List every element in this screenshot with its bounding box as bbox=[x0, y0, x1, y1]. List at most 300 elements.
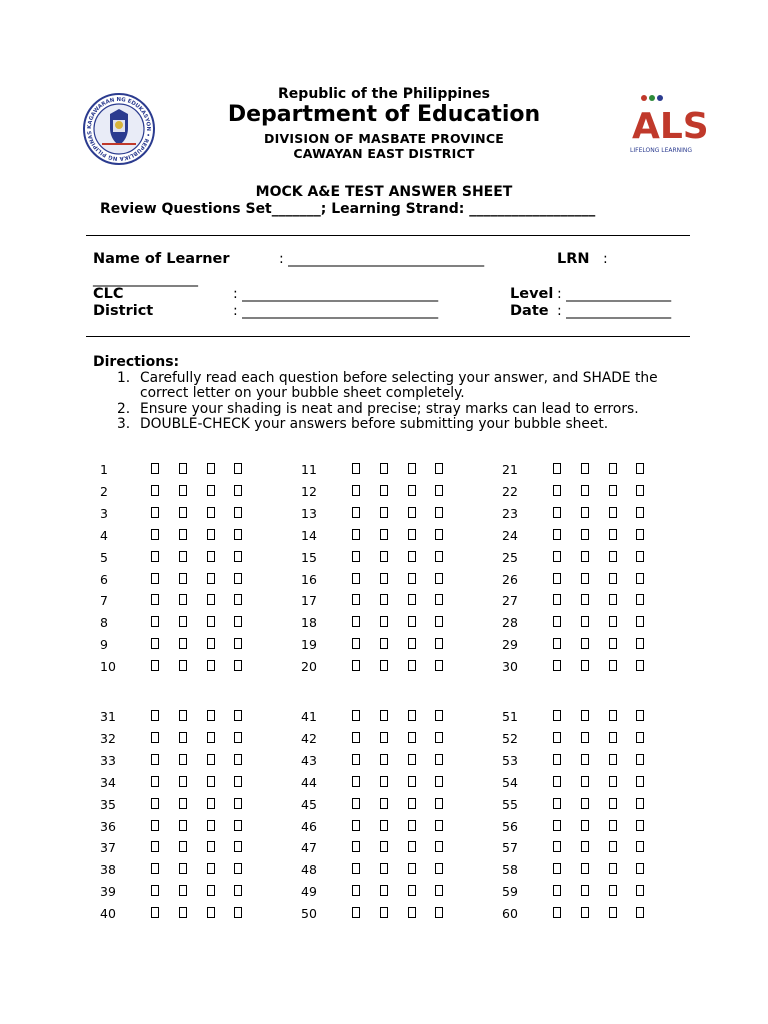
answer-bubble[interactable] bbox=[553, 485, 561, 496]
answer-bubble[interactable] bbox=[581, 885, 589, 896]
question-number: 55 bbox=[502, 796, 518, 812]
question-number: 26 bbox=[502, 571, 518, 587]
answer-bubble[interactable] bbox=[234, 638, 242, 649]
answer-bubble[interactable] bbox=[151, 485, 159, 496]
answer-bubble[interactable] bbox=[151, 754, 159, 765]
answer-bubble[interactable] bbox=[151, 551, 159, 562]
lrn-colon: : bbox=[603, 251, 608, 267]
question-number: 40 bbox=[100, 906, 116, 922]
answer-bubble[interactable] bbox=[609, 710, 617, 721]
question-number: 25 bbox=[502, 549, 518, 565]
answer-bubble[interactable] bbox=[179, 594, 187, 605]
answer-bubble[interactable] bbox=[553, 776, 561, 787]
answer-bubble[interactable] bbox=[380, 710, 388, 721]
answer-bubble[interactable] bbox=[435, 507, 443, 518]
answer-bubble[interactable] bbox=[435, 863, 443, 874]
question-number: 43 bbox=[301, 752, 317, 768]
answer-bubble[interactable] bbox=[636, 841, 644, 852]
answer-bubble[interactable] bbox=[179, 507, 187, 518]
question-number: 44 bbox=[301, 774, 317, 790]
district-field[interactable]: : ____________________________ bbox=[233, 303, 439, 319]
answer-bubble[interactable] bbox=[179, 863, 187, 874]
answer-bubble[interactable] bbox=[151, 594, 159, 605]
answer-bubble[interactable] bbox=[435, 529, 443, 540]
question-number: 57 bbox=[502, 840, 518, 856]
answer-bubble[interactable] bbox=[234, 660, 242, 671]
answer-bubble[interactable] bbox=[179, 754, 187, 765]
answer-bubble[interactable] bbox=[207, 573, 215, 584]
answer-bubble[interactable] bbox=[207, 907, 215, 918]
answer-bubble[interactable] bbox=[581, 485, 589, 496]
answer-bubble[interactable] bbox=[380, 732, 388, 743]
answer-bubble[interactable] bbox=[636, 507, 644, 518]
direction-2-line-1: Ensure your shading is neat and precise; stray marks can lead to errors. bbox=[140, 401, 639, 417]
answer-bubble[interactable] bbox=[553, 638, 561, 649]
answer-bubble[interactable] bbox=[234, 841, 242, 852]
answer-bubble[interactable] bbox=[234, 732, 242, 743]
answer-bubble[interactable] bbox=[207, 463, 215, 474]
answer-bubble[interactable] bbox=[151, 529, 159, 540]
answer-bubble[interactable] bbox=[636, 529, 644, 540]
answer-bubble[interactable] bbox=[151, 573, 159, 584]
answer-bubble[interactable] bbox=[179, 907, 187, 918]
answer-bubble[interactable] bbox=[408, 551, 416, 562]
answer-bubble[interactable] bbox=[636, 710, 644, 721]
answer-bubble[interactable] bbox=[234, 820, 242, 831]
name-of-learner-field[interactable]: : ____________________________ bbox=[279, 251, 485, 267]
answer-bubble[interactable] bbox=[380, 776, 388, 787]
answer-bubble[interactable] bbox=[408, 660, 416, 671]
answer-bubble[interactable] bbox=[636, 660, 644, 671]
answer-bubble[interactable] bbox=[234, 485, 242, 496]
answer-bubble[interactable] bbox=[207, 754, 215, 765]
answer-bubble[interactable] bbox=[408, 463, 416, 474]
answer-bubble[interactable] bbox=[179, 485, 187, 496]
answer-bubble[interactable] bbox=[408, 616, 416, 627]
republic-heading: Republic of the Philippines bbox=[278, 86, 490, 102]
question-number: 11 bbox=[301, 462, 317, 477]
question-number: 60 bbox=[502, 906, 518, 922]
answer-bubble[interactable] bbox=[207, 529, 215, 540]
answer-bubble[interactable] bbox=[435, 820, 443, 831]
direction-3-line-1: DOUBLE-CHECK your answers before submitting your bubble sheet. bbox=[140, 416, 609, 432]
answer-bubble[interactable] bbox=[352, 660, 360, 671]
answer-bubble[interactable] bbox=[408, 863, 416, 874]
answer-bubble[interactable] bbox=[234, 463, 242, 474]
question-number: 29 bbox=[502, 637, 518, 653]
answer-bubble[interactable] bbox=[352, 710, 360, 721]
question-number: 56 bbox=[502, 818, 518, 834]
answer-bubble[interactable] bbox=[408, 638, 416, 649]
answer-bubble[interactable] bbox=[151, 638, 159, 649]
answer-bubble[interactable] bbox=[352, 732, 360, 743]
answer-bubble[interactable] bbox=[581, 863, 589, 874]
answer-bubble[interactable] bbox=[636, 907, 644, 918]
answer-bubble[interactable] bbox=[234, 776, 242, 787]
department-heading: Department of Education bbox=[227, 102, 541, 127]
answer-bubble[interactable] bbox=[609, 485, 617, 496]
answer-bubble[interactable] bbox=[179, 776, 187, 787]
answer-bubble[interactable] bbox=[636, 732, 644, 743]
answer-bubble[interactable] bbox=[352, 754, 360, 765]
answer-bubble[interactable] bbox=[581, 594, 589, 605]
answer-bubble[interactable] bbox=[553, 885, 561, 896]
answer-bubble[interactable] bbox=[636, 616, 644, 627]
answer-bubble[interactable] bbox=[380, 863, 388, 874]
answer-bubble[interactable] bbox=[636, 885, 644, 896]
answer-bubble[interactable] bbox=[234, 616, 242, 627]
question-number: 3 bbox=[100, 505, 108, 521]
answer-bubble[interactable] bbox=[553, 551, 561, 562]
question-number: 13 bbox=[301, 505, 317, 521]
question-number: 50 bbox=[301, 906, 317, 922]
answer-bubble[interactable] bbox=[234, 798, 242, 809]
question-number: 21 bbox=[502, 462, 518, 477]
answer-bubble[interactable] bbox=[352, 863, 360, 874]
answer-bubble[interactable] bbox=[581, 754, 589, 765]
answer-bubble[interactable] bbox=[435, 594, 443, 605]
answer-bubble[interactable] bbox=[435, 907, 443, 918]
answer-bubble[interactable] bbox=[380, 798, 388, 809]
answer-bubble[interactable] bbox=[581, 798, 589, 809]
answer-bubble[interactable] bbox=[151, 463, 159, 474]
answer-bubble[interactable] bbox=[408, 754, 416, 765]
question-number: 37 bbox=[100, 840, 116, 856]
answer-bubble[interactable] bbox=[581, 776, 589, 787]
question-number: 32 bbox=[100, 730, 116, 746]
answer-bubble[interactable] bbox=[609, 529, 617, 540]
answer-bubble[interactable] bbox=[151, 907, 159, 918]
answer-bubble[interactable] bbox=[553, 660, 561, 671]
answer-bubble[interactable] bbox=[207, 660, 215, 671]
answer-bubble[interactable] bbox=[581, 660, 589, 671]
answer-bubble[interactable] bbox=[408, 573, 416, 584]
directions-title: Directions: bbox=[93, 354, 180, 370]
answer-bubble[interactable] bbox=[179, 820, 187, 831]
answer-bubble[interactable] bbox=[435, 660, 443, 671]
question-number: 33 bbox=[100, 752, 116, 768]
answer-bubble[interactable] bbox=[352, 507, 360, 518]
answer-bubble[interactable] bbox=[609, 754, 617, 765]
answer-bubble[interactable] bbox=[207, 594, 215, 605]
question-number: 47 bbox=[301, 840, 317, 856]
answer-bubble[interactable] bbox=[609, 573, 617, 584]
answer-bubble[interactable] bbox=[609, 885, 617, 896]
answer-bubble[interactable] bbox=[151, 776, 159, 787]
answer-bubble[interactable] bbox=[207, 710, 215, 721]
answer-bubble[interactable] bbox=[207, 820, 215, 831]
answer-bubble[interactable] bbox=[234, 885, 242, 896]
answer-bubble[interactable] bbox=[207, 841, 215, 852]
answer-bubble[interactable] bbox=[408, 710, 416, 721]
answer-bubble[interactable] bbox=[609, 732, 617, 743]
answer-bubble[interactable] bbox=[380, 754, 388, 765]
answer-bubble[interactable] bbox=[380, 907, 388, 918]
answer-bubble[interactable] bbox=[609, 907, 617, 918]
answer-bubble[interactable] bbox=[636, 754, 644, 765]
answer-bubble[interactable] bbox=[408, 907, 416, 918]
question-number: 34 bbox=[100, 774, 116, 790]
answer-bubble[interactable] bbox=[151, 616, 159, 627]
answer-bubble[interactable] bbox=[435, 616, 443, 627]
answer-bubble[interactable] bbox=[234, 573, 242, 584]
answer-bubble[interactable] bbox=[553, 463, 561, 474]
answer-bubble[interactable] bbox=[636, 798, 644, 809]
answer-bubble[interactable] bbox=[352, 841, 360, 852]
answer-bubble[interactable] bbox=[380, 507, 388, 518]
answer-bubble[interactable] bbox=[151, 820, 159, 831]
sheet-title: MOCK A&E TEST ANSWER SHEET bbox=[255, 184, 513, 200]
answer-bubble[interactable] bbox=[636, 776, 644, 787]
answer-bubble[interactable] bbox=[408, 885, 416, 896]
answer-bubble[interactable] bbox=[151, 841, 159, 852]
answer-bubble[interactable] bbox=[553, 594, 561, 605]
question-number: 12 bbox=[301, 483, 317, 499]
answer-bubble[interactable] bbox=[380, 660, 388, 671]
answer-bubble[interactable] bbox=[609, 798, 617, 809]
answer-bubble[interactable] bbox=[179, 732, 187, 743]
answer-bubble[interactable] bbox=[352, 638, 360, 649]
answer-bubble[interactable] bbox=[553, 863, 561, 874]
answer-bubble[interactable] bbox=[553, 710, 561, 721]
question-number: 2 bbox=[100, 483, 108, 499]
answer-bubble[interactable] bbox=[636, 594, 644, 605]
lrn-field[interactable]: _______________ bbox=[93, 271, 198, 287]
answer-bubble[interactable] bbox=[352, 485, 360, 496]
answer-bubble[interactable] bbox=[553, 529, 561, 540]
answer-bubble[interactable] bbox=[207, 485, 215, 496]
answer-bubble[interactable] bbox=[207, 551, 215, 562]
question-number: 45 bbox=[301, 796, 317, 812]
answer-bubble[interactable] bbox=[234, 863, 242, 874]
answer-bubble[interactable] bbox=[435, 638, 443, 649]
question-number: 17 bbox=[301, 593, 317, 609]
answer-bubble[interactable] bbox=[435, 798, 443, 809]
answer-bubble[interactable] bbox=[151, 710, 159, 721]
answer-bubble[interactable] bbox=[234, 710, 242, 721]
answer-bubble[interactable] bbox=[352, 529, 360, 540]
answer-bubble[interactable] bbox=[408, 820, 416, 831]
answer-bubble[interactable] bbox=[581, 638, 589, 649]
answer-bubble[interactable] bbox=[636, 485, 644, 496]
answer-bubble[interactable] bbox=[609, 660, 617, 671]
answer-bubble[interactable] bbox=[179, 710, 187, 721]
answer-bubble[interactable] bbox=[179, 798, 187, 809]
answer-bubble[interactable] bbox=[207, 885, 215, 896]
answer-bubble[interactable] bbox=[207, 863, 215, 874]
answer-bubble[interactable] bbox=[408, 485, 416, 496]
answer-bubble[interactable] bbox=[609, 551, 617, 562]
answer-bubble[interactable] bbox=[581, 710, 589, 721]
answer-bubble[interactable] bbox=[207, 776, 215, 787]
level-field[interactable]: : _______________ bbox=[557, 286, 672, 302]
answer-bubble[interactable] bbox=[207, 732, 215, 743]
answer-bubble[interactable] bbox=[609, 863, 617, 874]
answer-bubble[interactable] bbox=[380, 463, 388, 474]
answer-bubble[interactable] bbox=[581, 507, 589, 518]
answer-bubble[interactable] bbox=[179, 529, 187, 540]
answer-bubble[interactable] bbox=[380, 529, 388, 540]
answer-bubble[interactable] bbox=[179, 463, 187, 474]
answer-bubble[interactable] bbox=[380, 638, 388, 649]
answer-bubble[interactable] bbox=[553, 841, 561, 852]
answer-bubble[interactable] bbox=[581, 820, 589, 831]
answer-bubble[interactable] bbox=[207, 616, 215, 627]
answer-bubble[interactable] bbox=[408, 529, 416, 540]
date-field[interactable]: : _______________ bbox=[557, 303, 672, 319]
question-number: 31 bbox=[100, 709, 116, 724]
answer-bubble[interactable] bbox=[207, 798, 215, 809]
answer-bubble[interactable] bbox=[609, 463, 617, 474]
answer-bubble[interactable] bbox=[636, 638, 644, 649]
answer-bubble[interactable] bbox=[207, 507, 215, 518]
answer-bubble[interactable] bbox=[352, 885, 360, 896]
answer-bubble[interactable] bbox=[581, 841, 589, 852]
direction-3-number: 3. bbox=[117, 416, 131, 432]
answer-bubble[interactable] bbox=[352, 463, 360, 474]
answer-bubble[interactable] bbox=[380, 820, 388, 831]
answer-bubble[interactable] bbox=[207, 638, 215, 649]
question-number: 8 bbox=[100, 615, 108, 631]
answer-bubble[interactable] bbox=[581, 551, 589, 562]
answer-bubble[interactable] bbox=[151, 660, 159, 671]
answer-bubble[interactable] bbox=[352, 551, 360, 562]
answer-bubble[interactable] bbox=[581, 573, 589, 584]
answer-bubble[interactable] bbox=[380, 551, 388, 562]
answer-bubble[interactable] bbox=[609, 638, 617, 649]
answer-bubble[interactable] bbox=[435, 841, 443, 852]
answer-bubble[interactable] bbox=[179, 573, 187, 584]
answer-bubble[interactable] bbox=[179, 660, 187, 671]
answer-bubble[interactable] bbox=[352, 616, 360, 627]
answer-bubble[interactable] bbox=[179, 616, 187, 627]
question-number: 24 bbox=[502, 527, 518, 543]
answer-bubble[interactable] bbox=[352, 907, 360, 918]
answer-bubble[interactable] bbox=[179, 885, 187, 896]
lrn-label: LRN bbox=[557, 251, 590, 267]
answer-bubble[interactable] bbox=[553, 507, 561, 518]
answer-bubble[interactable] bbox=[179, 638, 187, 649]
question-number: 9 bbox=[100, 637, 108, 653]
answer-bubble[interactable] bbox=[408, 732, 416, 743]
answer-bubble[interactable] bbox=[380, 885, 388, 896]
answer-bubble[interactable] bbox=[609, 841, 617, 852]
question-number: 41 bbox=[301, 709, 317, 724]
answer-bubble[interactable] bbox=[408, 798, 416, 809]
question-number: 1 bbox=[100, 462, 108, 477]
answer-bubble[interactable] bbox=[435, 732, 443, 743]
question-number: 10 bbox=[100, 659, 116, 675]
question-number: 19 bbox=[301, 637, 317, 653]
answer-bubble[interactable] bbox=[636, 820, 644, 831]
answer-bubble[interactable] bbox=[179, 841, 187, 852]
answer-bubble[interactable] bbox=[234, 754, 242, 765]
answer-bubble[interactable] bbox=[151, 885, 159, 896]
answer-bubble[interactable] bbox=[151, 798, 159, 809]
answer-bubble[interactable] bbox=[609, 820, 617, 831]
question-number: 58 bbox=[502, 862, 518, 878]
answer-bubble[interactable] bbox=[352, 776, 360, 787]
question-number: 15 bbox=[301, 549, 317, 565]
answer-bubble[interactable] bbox=[435, 463, 443, 474]
answer-bubble[interactable] bbox=[636, 863, 644, 874]
answer-bubble[interactable] bbox=[380, 841, 388, 852]
answer-bubble[interactable] bbox=[553, 820, 561, 831]
answer-bubble[interactable] bbox=[435, 573, 443, 584]
review-line: Review Questions Set_______; Learning Strand: __________________ bbox=[100, 201, 596, 217]
answer-bubble[interactable] bbox=[352, 798, 360, 809]
answer-bubble[interactable] bbox=[553, 732, 561, 743]
answer-bubble[interactable] bbox=[609, 616, 617, 627]
answer-bubble[interactable] bbox=[609, 507, 617, 518]
answer-bubble[interactable] bbox=[636, 573, 644, 584]
question-number: 53 bbox=[502, 752, 518, 768]
answer-bubble[interactable] bbox=[380, 485, 388, 496]
answer-bubble[interactable] bbox=[352, 594, 360, 605]
answer-bubble[interactable] bbox=[581, 463, 589, 474]
question-number: 16 bbox=[301, 571, 317, 587]
answer-bubble[interactable] bbox=[234, 551, 242, 562]
answer-bubble[interactable] bbox=[553, 754, 561, 765]
answer-bubble[interactable] bbox=[234, 594, 242, 605]
answer-bubble[interactable] bbox=[435, 485, 443, 496]
question-number: 48 bbox=[301, 862, 317, 878]
answer-bubble[interactable] bbox=[636, 551, 644, 562]
answer-bubble[interactable] bbox=[553, 798, 561, 809]
answer-bubble[interactable] bbox=[581, 529, 589, 540]
answer-bubble[interactable] bbox=[435, 776, 443, 787]
direction-1-line-1: Carefully read each question before selecting your answer, and SHADE the bbox=[140, 370, 658, 386]
answer-bubble[interactable] bbox=[151, 732, 159, 743]
answer-bubble[interactable] bbox=[553, 616, 561, 627]
answer-bubble[interactable] bbox=[408, 507, 416, 518]
answer-bubble[interactable] bbox=[609, 594, 617, 605]
answer-bubble[interactable] bbox=[380, 594, 388, 605]
answer-bubble[interactable] bbox=[380, 573, 388, 584]
answer-bubble[interactable] bbox=[581, 616, 589, 627]
answer-bubble[interactable] bbox=[408, 841, 416, 852]
answer-bubble[interactable] bbox=[553, 573, 561, 584]
answer-bubble[interactable] bbox=[435, 885, 443, 896]
clc-field[interactable]: : ____________________________ bbox=[233, 286, 439, 302]
answer-bubble[interactable] bbox=[179, 551, 187, 562]
answer-bubble[interactable] bbox=[352, 820, 360, 831]
answer-bubble[interactable] bbox=[581, 907, 589, 918]
answer-bubble[interactable] bbox=[435, 710, 443, 721]
answer-bubble[interactable] bbox=[234, 507, 242, 518]
answer-bubble[interactable] bbox=[435, 754, 443, 765]
answer-bubble[interactable] bbox=[352, 573, 360, 584]
answer-bubble[interactable] bbox=[609, 776, 617, 787]
question-number: 46 bbox=[301, 818, 317, 834]
question-number: 5 bbox=[100, 549, 108, 565]
answer-bubble[interactable] bbox=[234, 907, 242, 918]
answer-bubble[interactable] bbox=[234, 529, 242, 540]
answer-bubble[interactable] bbox=[408, 594, 416, 605]
answer-bubble[interactable] bbox=[151, 863, 159, 874]
answer-bubble[interactable] bbox=[553, 907, 561, 918]
answer-bubble[interactable] bbox=[435, 551, 443, 562]
answer-bubble[interactable] bbox=[636, 463, 644, 474]
answer-bubble[interactable] bbox=[380, 616, 388, 627]
question-number: 28 bbox=[502, 615, 518, 631]
clc-label: CLC bbox=[93, 286, 124, 302]
answer-bubble[interactable] bbox=[408, 776, 416, 787]
question-number: 54 bbox=[502, 774, 518, 790]
answer-bubble[interactable] bbox=[581, 732, 589, 743]
question-number: 23 bbox=[502, 505, 518, 521]
answer-bubble[interactable] bbox=[151, 507, 159, 518]
